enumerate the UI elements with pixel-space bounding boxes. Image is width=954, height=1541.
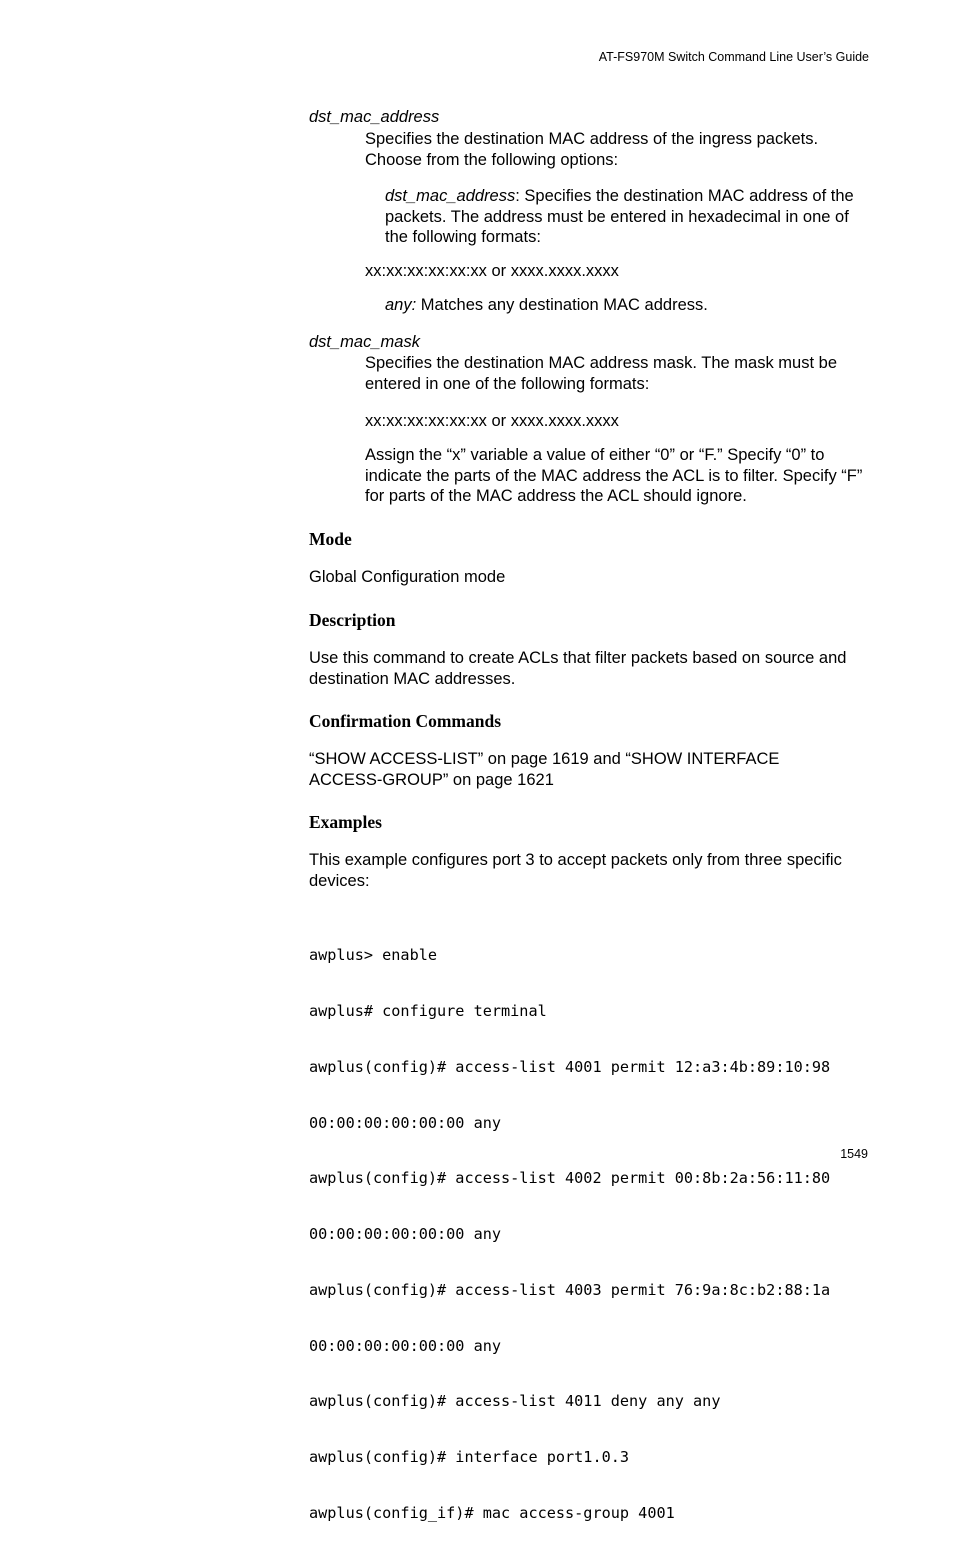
code-line: awplus(config_if)# mac access-group 4001 [309, 1504, 675, 1522]
code-line: awplus(config)# access-list 4003 permit 76:9a:8c:b2:88:1a [309, 1280, 831, 1299]
code-line: 00:00:00:00:00:00 any [309, 1113, 502, 1132]
code-line: awplus(config)# access-list 4002 permit 00:8b:2a:56:11:80 [309, 1169, 831, 1188]
confirmation-text: “SHOW ACCESS-LIST” on page 1619 and “SHOW INTERFACE ACCESS-GROUP” on page 1621 [309, 750, 780, 789]
option-term: any: [385, 296, 417, 314]
code-line: awplus> enable [309, 946, 438, 965]
option-dst-mac-address [385, 186, 870, 248]
code-line: 00:00:00:00:00:00 any [309, 1225, 502, 1244]
code-line: awplus(config)# access-list 4001 permit 12:a3:4b:89:10:98 [309, 1057, 831, 1076]
option-text: : Specifies the destination MAC address of the packets. The address must be entered in hexadecimal in one of the following formats: [385, 187, 854, 246]
address-format: xx:xx:xx:xx:xx:xx or xxxx.xxxx.xxxx [365, 262, 619, 280]
heading-mode: Mode [309, 529, 352, 549]
option-any [385, 295, 708, 316]
param-term-dst-mac-mask: dst_mac_mask [309, 333, 420, 351]
code-line: awplus(config)# access-list 4011 deny any any [309, 1392, 721, 1411]
code-line: 00:00:00:00:00:00 any [309, 1336, 502, 1355]
code-line: awplus# configure terminal [309, 1001, 547, 1020]
code-example [309, 909, 830, 1541]
description-text: Use this command to create ACLs that filter packets based on source and destination MAC addresses. [309, 649, 847, 688]
running-header: AT-FS970M Switch Command Line User’s Guide [598, 50, 869, 64]
page-number: 1549 [840, 1147, 868, 1161]
heading-confirmation-commands: Confirmation Commands [309, 711, 502, 731]
param-desc-dst-mac-address: Specifies the destination MAC address of the ingress packets. Choose from the following options: [365, 130, 819, 169]
examples-text: This example configures port 3 to accept packets only from three specific devices: [309, 851, 842, 890]
code-line: awplus(config)# interface port1.0.3 [309, 1448, 630, 1467]
mask-format: xx:xx:xx:xx:xx:xx or xxxx.xxxx.xxxx [365, 412, 619, 430]
option-text: Matches any destination MAC address. [416, 296, 708, 314]
mode-text: Global Configuration mode [309, 568, 506, 586]
heading-examples: Examples [309, 812, 382, 832]
heading-description: Description [309, 610, 396, 630]
param-term-dst-mac-address: dst_mac_address [309, 108, 440, 126]
param-desc-dst-mac-mask: Specifies the destination MAC address mask. The mask must be entered in one of the following formats: [365, 354, 837, 393]
mask-note: Assign the “x” variable a value of either “0” or “F.” Specify “0” to indicate the parts of the MAC address the ACL is to filter. Specify “F” for parts of the MAC address the ACL should ignore. [365, 446, 863, 505]
option-term: dst_mac_address [385, 187, 516, 205]
